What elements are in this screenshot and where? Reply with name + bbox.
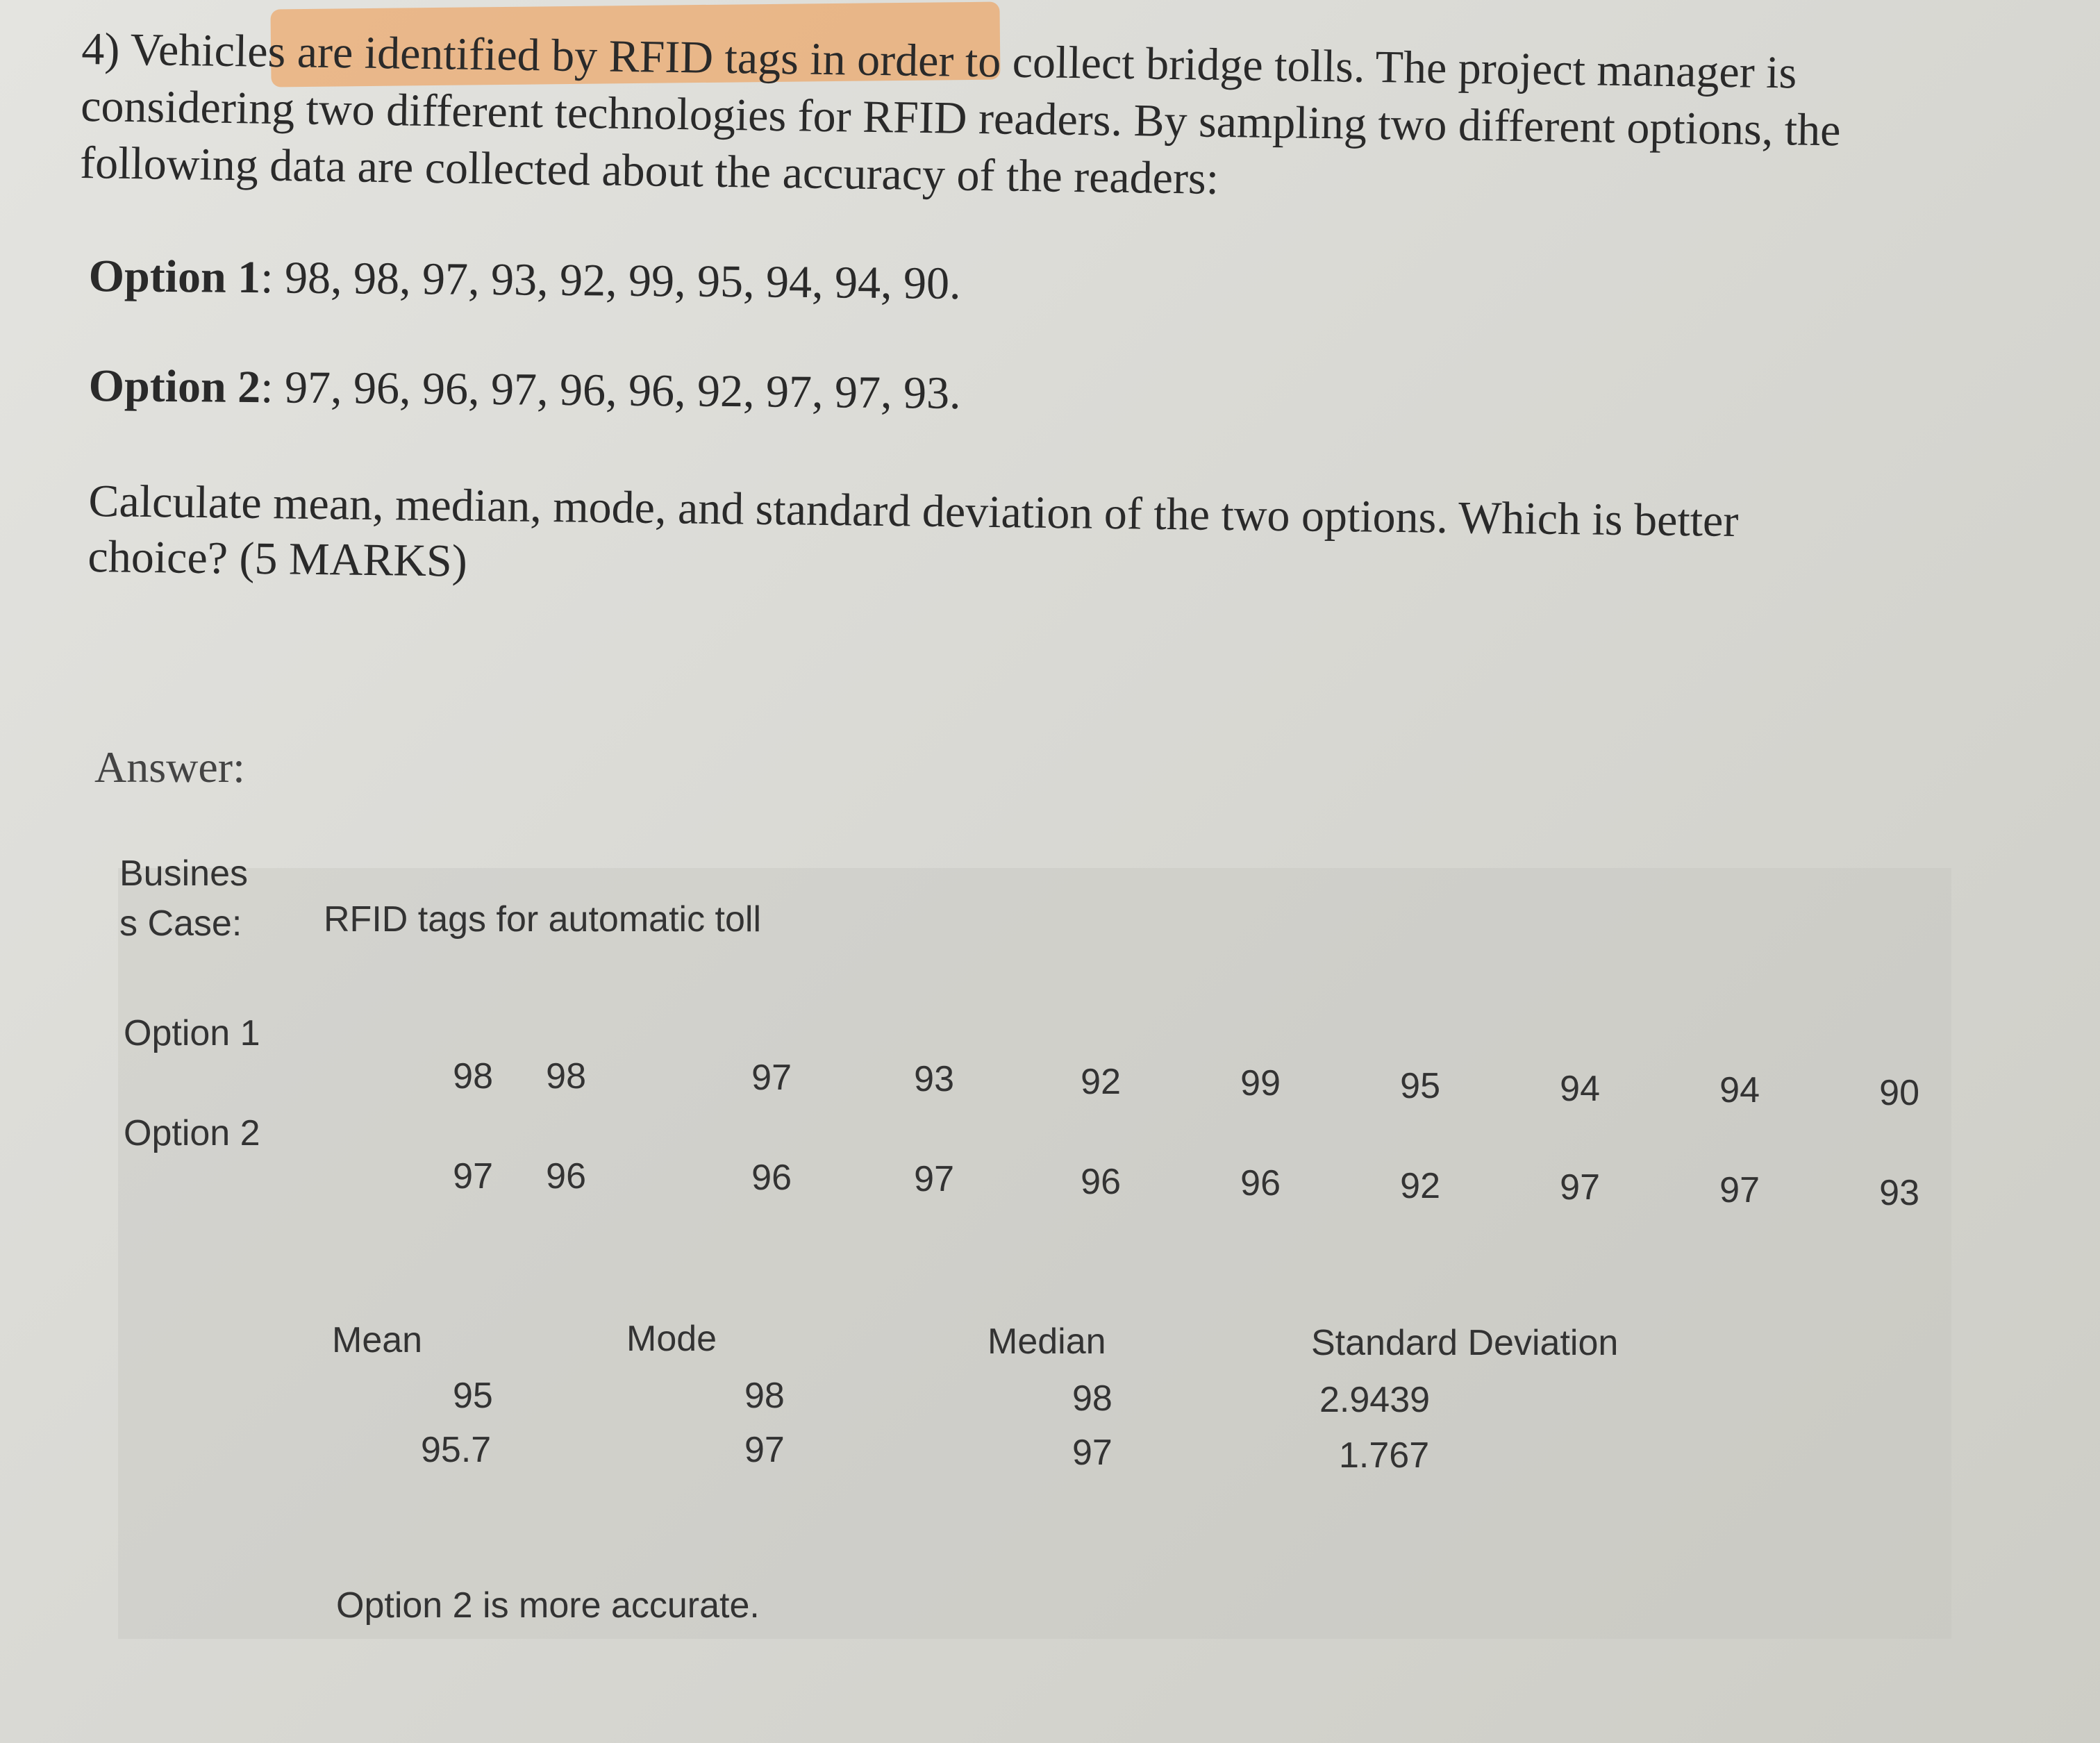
option2-value: 97 xyxy=(1719,1170,1760,1210)
answer-label: Answer: xyxy=(94,742,245,792)
option1-values: : 98, 98, 97, 93, 92, 99, 95, 94, 94, 90. xyxy=(260,252,961,309)
option1-value: 98 xyxy=(453,1056,493,1096)
option2-value: 96 xyxy=(751,1158,792,1198)
option2-value: 96 xyxy=(546,1156,586,1196)
option1-value: 94 xyxy=(1719,1070,1760,1110)
option2-values: : 97, 96, 96, 97, 96, 96, 92, 97, 97, 93. xyxy=(260,362,961,419)
option1-value: 90 xyxy=(1879,1073,1919,1113)
mean-header: Mean xyxy=(332,1320,423,1360)
answer-table-area xyxy=(118,868,1951,1639)
row-label-option2: Option 2 xyxy=(124,1113,260,1153)
option2-value: 92 xyxy=(1400,1166,1440,1206)
option1-value: 99 xyxy=(1240,1063,1281,1103)
std-header: Standard Deviation xyxy=(1311,1323,1619,1363)
option1-mean: 95 xyxy=(453,1376,493,1416)
option1-std: 2.9439 xyxy=(1319,1380,1431,1420)
conclusion-text: Option 2 is more accurate. xyxy=(336,1585,760,1626)
business-case-value: RFID tags for automatic toll xyxy=(324,899,761,940)
option1-data xyxy=(88,250,961,310)
task-text: Calculate mean, median, mode, and standard deviation of the two options. Which is better choice? (5 MARKS) xyxy=(88,475,1739,587)
option1-median: 98 xyxy=(1072,1378,1112,1419)
option1-mode: 98 xyxy=(744,1376,785,1416)
option1-value: 98 xyxy=(546,1056,586,1096)
option1-value: 97 xyxy=(751,1058,792,1098)
option2-data xyxy=(88,360,961,420)
row-label-option1: Option 1 xyxy=(124,1013,260,1053)
option2-mode: 97 xyxy=(744,1430,785,1470)
option1-value: 94 xyxy=(1560,1069,1600,1109)
option2-value: 96 xyxy=(1081,1162,1121,1202)
median-header: Median xyxy=(988,1321,1106,1362)
option2-value: 96 xyxy=(1240,1163,1281,1203)
option1-value: 92 xyxy=(1081,1062,1121,1102)
option1-label: Option 1 xyxy=(88,250,261,303)
option2-mean: 95.7 xyxy=(421,1430,492,1470)
option2-value: 93 xyxy=(1879,1173,1919,1213)
option2-value: 97 xyxy=(914,1159,954,1199)
question-text: 4) Vehicles are identified by RFID tags in order to collect bridge tolls. The project manager is considering two different technologies for RFID readers. By sampling two different options, the following data are collected about the accuracy of the readers: xyxy=(79,23,1841,204)
mode-header: Mode xyxy=(626,1319,717,1359)
option2-value: 97 xyxy=(1560,1167,1600,1208)
option2-label: Option 2 xyxy=(88,360,261,413)
option2-median: 97 xyxy=(1072,1433,1112,1473)
option2-std: 1.767 xyxy=(1339,1435,1430,1476)
option2-value: 97 xyxy=(453,1156,493,1196)
business-case-label: Busines s Case: xyxy=(119,853,248,944)
option1-value: 95 xyxy=(1400,1066,1440,1106)
option1-value: 93 xyxy=(914,1059,954,1099)
